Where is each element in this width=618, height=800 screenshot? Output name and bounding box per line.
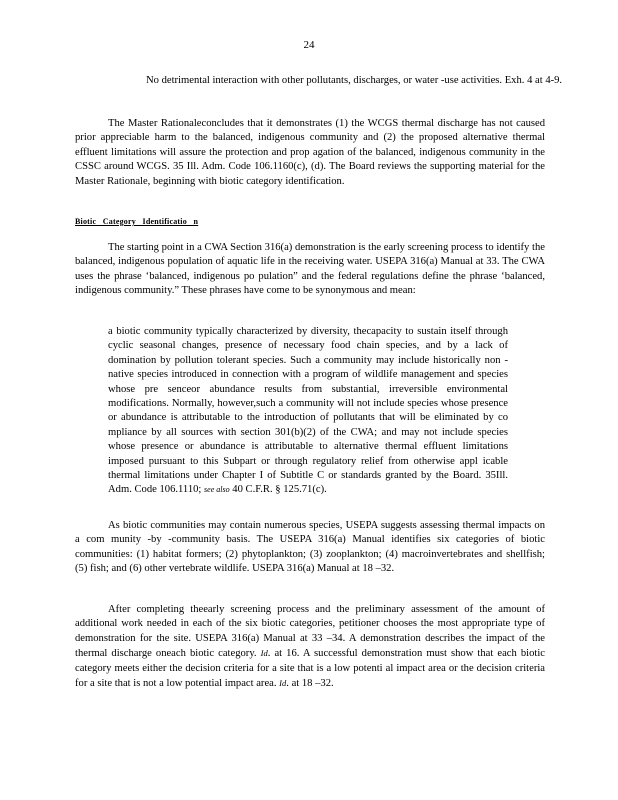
quote-see-also: see also: [204, 485, 230, 495]
after-text-2: . at 16. A successful demonstration must show that each biotic category meets either the decision criteria for a site that is a low potenti al impact area or the decision criteria for a site that is not a low potential impact area.: [75, 648, 545, 690]
page-number: 24: [303, 39, 315, 51]
section-heading: Biotic Category Identificatio n: [75, 217, 199, 226]
paragraph-starting-point: The starting point in a CWA Section 316(a) demonstration is the early screening process to identify the balanced, indigenous population of aquatic life in the receiving water. USEPA 316(a) Manual at 33. The CWA uses the phrase ‘balanced, indigenous po pulation” and the federal regulations define the phrase ‘balanced, indigenous community.” These phrases have come to be synonymous and mean:: [75, 242, 545, 297]
quote-text: a biotic community typically characterized by diversity, thecapacity to sustain itself through cyclic seasonal changes, presence of necessary food chain species, and by a lack of domination by pollution tolerant species. Such a community may include historically non -native species introduced in connection with a program of wildlife management and species whose pre senceor abundance results from substantial, irreversible environmental modifications. Normally, however,such a community will not include species whose presence or abundance is attributable to the introduction of pollutants that will be eliminated by co mpliance by all sources with section 301(b)(2) of the CWA; and may not include species whose presence or abundance is attributable to alternative thermal effluent limitations imposed pursuant to this Subpart or through regulatory relief from otherwise appl icable thermal limitations under Chapter I of Subtitle C or standards granted by the Board. 35Ill. Adm. Code 106.1110;: [108, 326, 508, 496]
paragraph-biotic-communities: As biotic communities may contain numerous species, USEPA suggests assessing thermal impacts on a com munity -by -community basis. The USEPA 316(a) Manual identifies six categories of biotic communities: (1) habitat formers; (2) phytoplankton; (3) zooplankton; (4) macroinvertebrates and shellfish; (5) fish; and (6) other vertebrate wildlife. USEPA 316(a) Manual at 18 –32.: [75, 520, 545, 575]
bullet-text: No detrimental interaction with other pollutants, discharges, or water -use activities. Exh. 4 at 4-9.: [146, 75, 563, 86]
paragraph-after-screening: [75, 603, 545, 691]
paragraph-master-rationale: The Master Rationaleconcludes that it demonstrates (1) the WCGS thermal discharge has not caused prior appreciable harm to the balanced, indigenous community and (2) the proposed alternative thermal effluent limitations will assure the protection and prop agation of the balanced, indigenous community in the CSSC around WCGS. 35 Ill. Adm. Code 106.1160(c), (d). The Board reviews the supporting material for the Master Rationale, beginning with biotic category identification.: [75, 118, 545, 187]
id-citation-2: Id: [279, 678, 287, 689]
after-text-1: After completing theearly screening process and the preliminary assessment of the amount of additional work needed in each of the six biotic categories, petitioner chooses the most appropriate type of demonstration for the site. USEPA 316(a) Manual at 33 –34. A demonstration describes the impact of the thermal discharge oneach biotic category.: [75, 604, 545, 660]
id-citation-1: Id: [260, 648, 268, 659]
block-quote: [108, 325, 508, 498]
quote-citation: 40 C.F.R. § 125.71(c).: [232, 484, 327, 496]
bullet-item: [120, 74, 580, 88]
after-text-3: . at 18 –32.: [286, 678, 334, 690]
